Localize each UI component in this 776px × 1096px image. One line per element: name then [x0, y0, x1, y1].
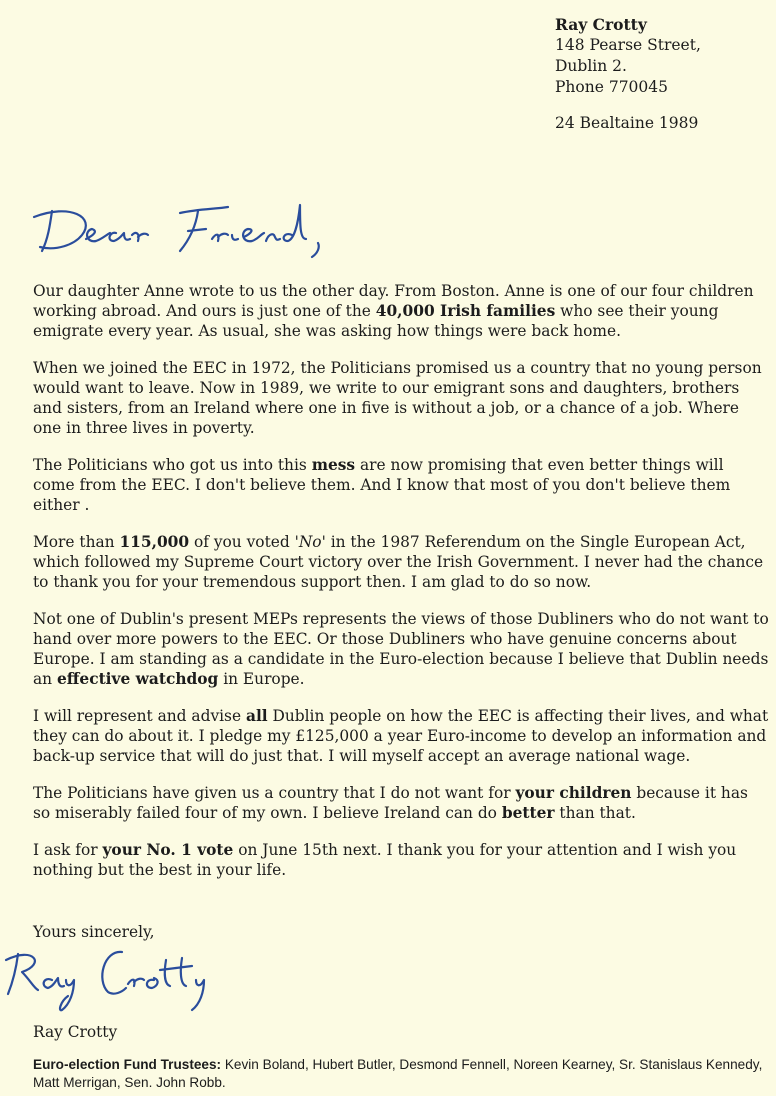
emphasis-all: all [245, 707, 268, 725]
text-run: When we joined the EEC in 1972, the Politicians promised us a country that no young person would want to leave. Now in 1989, we write to our emigrant sons and daughters, brothers and sisters, from an Ireland where one in five is without a job, or a chance of a job. Where one in three lives in poverty. [33, 359, 762, 437]
handwritten-signature [4, 940, 234, 1024]
trustees-footer [33, 1056, 773, 1092]
sender-block [555, 14, 701, 134]
text-run: in Europe. [218, 670, 305, 688]
text-run: I will represent and advise [33, 707, 246, 725]
letter-body [33, 281, 769, 897]
text-run: Our daughter Anne wrote to us the other day. From Boston. Anne is one of our four children working abroad. And ours is just one of the [33, 282, 754, 320]
text-run: in the 1987 Referendum on the Single European Act, which followed my Supreme Court victory over the Irish Government. I never had the chance to thank you for your tremendous support then. I am glad to do so now. [33, 533, 764, 591]
italic-no: 'No' [294, 533, 326, 551]
sender-phone: Phone 770045 [555, 78, 668, 96]
paragraph-8 [33, 840, 769, 880]
emphasis-mess: mess [311, 456, 356, 474]
sender-address-line2: Dublin 2. [555, 57, 627, 75]
paragraph-1 [33, 281, 769, 341]
emphasis-vote: your No. 1 vote [102, 841, 234, 859]
text-run: because it has so miserably failed four of my own. I believe Ireland can do [33, 784, 748, 822]
emphasis-families: 40,000 Irish families [375, 302, 556, 320]
text-run: More than [33, 533, 120, 551]
signature-handwriting [4, 940, 234, 1020]
paragraph-7 [33, 783, 769, 823]
sender-address-line1: 148 Pearse Street, [555, 36, 701, 54]
paragraph-6 [33, 706, 769, 766]
paragraph-4 [33, 532, 769, 592]
text-run: who see their young emigrate every year. As usual, she was asking how things were back home. [33, 302, 719, 340]
text-run: I ask for [33, 841, 103, 859]
trustees-label: Euro-election Fund Trustees: [33, 1057, 222, 1072]
text-run: Not one of Dublin's present MEPs represents the views of those Dubliners who do not want to hand over more powers to the EEC. Or those Dubliners who have genuine concerns about Europe. I am standing as a candidate in the Euro-election because I believe that Dublin needs an [33, 610, 769, 688]
text-run: on June 15th next. I thank you for your attention and I wish you nothing but the best in your life. [33, 841, 737, 879]
greeting-handwriting [30, 195, 330, 265]
trustees-names: Kevin Boland, Hubert Butler, Desmond Fennell, Noreen Kearney, Sr. Stanislaus Kennedy, Matt Merrigan, Sen. John Robb. [33, 1057, 763, 1090]
signed-name: Ray Crotty [33, 1023, 118, 1041]
text-run: than that. [554, 804, 636, 822]
text-run: The Politicians have given us a country that I do not want for [33, 784, 516, 802]
paragraph-2 [33, 358, 769, 438]
paragraph-5 [33, 609, 769, 689]
text-run: are now promising that even better things will come from the EEC. I don't believe them. And I know that most of you don't believe them either . [33, 456, 731, 514]
emphasis-watchdog: effective watchdog [56, 670, 219, 688]
paragraph-3 [33, 455, 769, 515]
emphasis-better: better [501, 804, 555, 822]
closing-line: Yours sincerely, [33, 923, 155, 941]
text-run: The Politicians who got us into this [33, 456, 312, 474]
sender-name: Ray Crotty [555, 15, 647, 34]
emphasis-votes: 115,000 [119, 533, 190, 551]
text-run: of you voted [189, 533, 295, 551]
emphasis-children: your children [515, 784, 632, 802]
letter-date: 24 Bealtaine 1989 [555, 114, 699, 132]
text-run: Dublin people on how the EEC is affecting their lives, and what they can do about it. I pledge my £125,000 a year Euro-income to develop an information and back-up service that will do just that. I will myself accept an average national wage. [33, 707, 769, 765]
handwritten-greeting [30, 195, 330, 269]
